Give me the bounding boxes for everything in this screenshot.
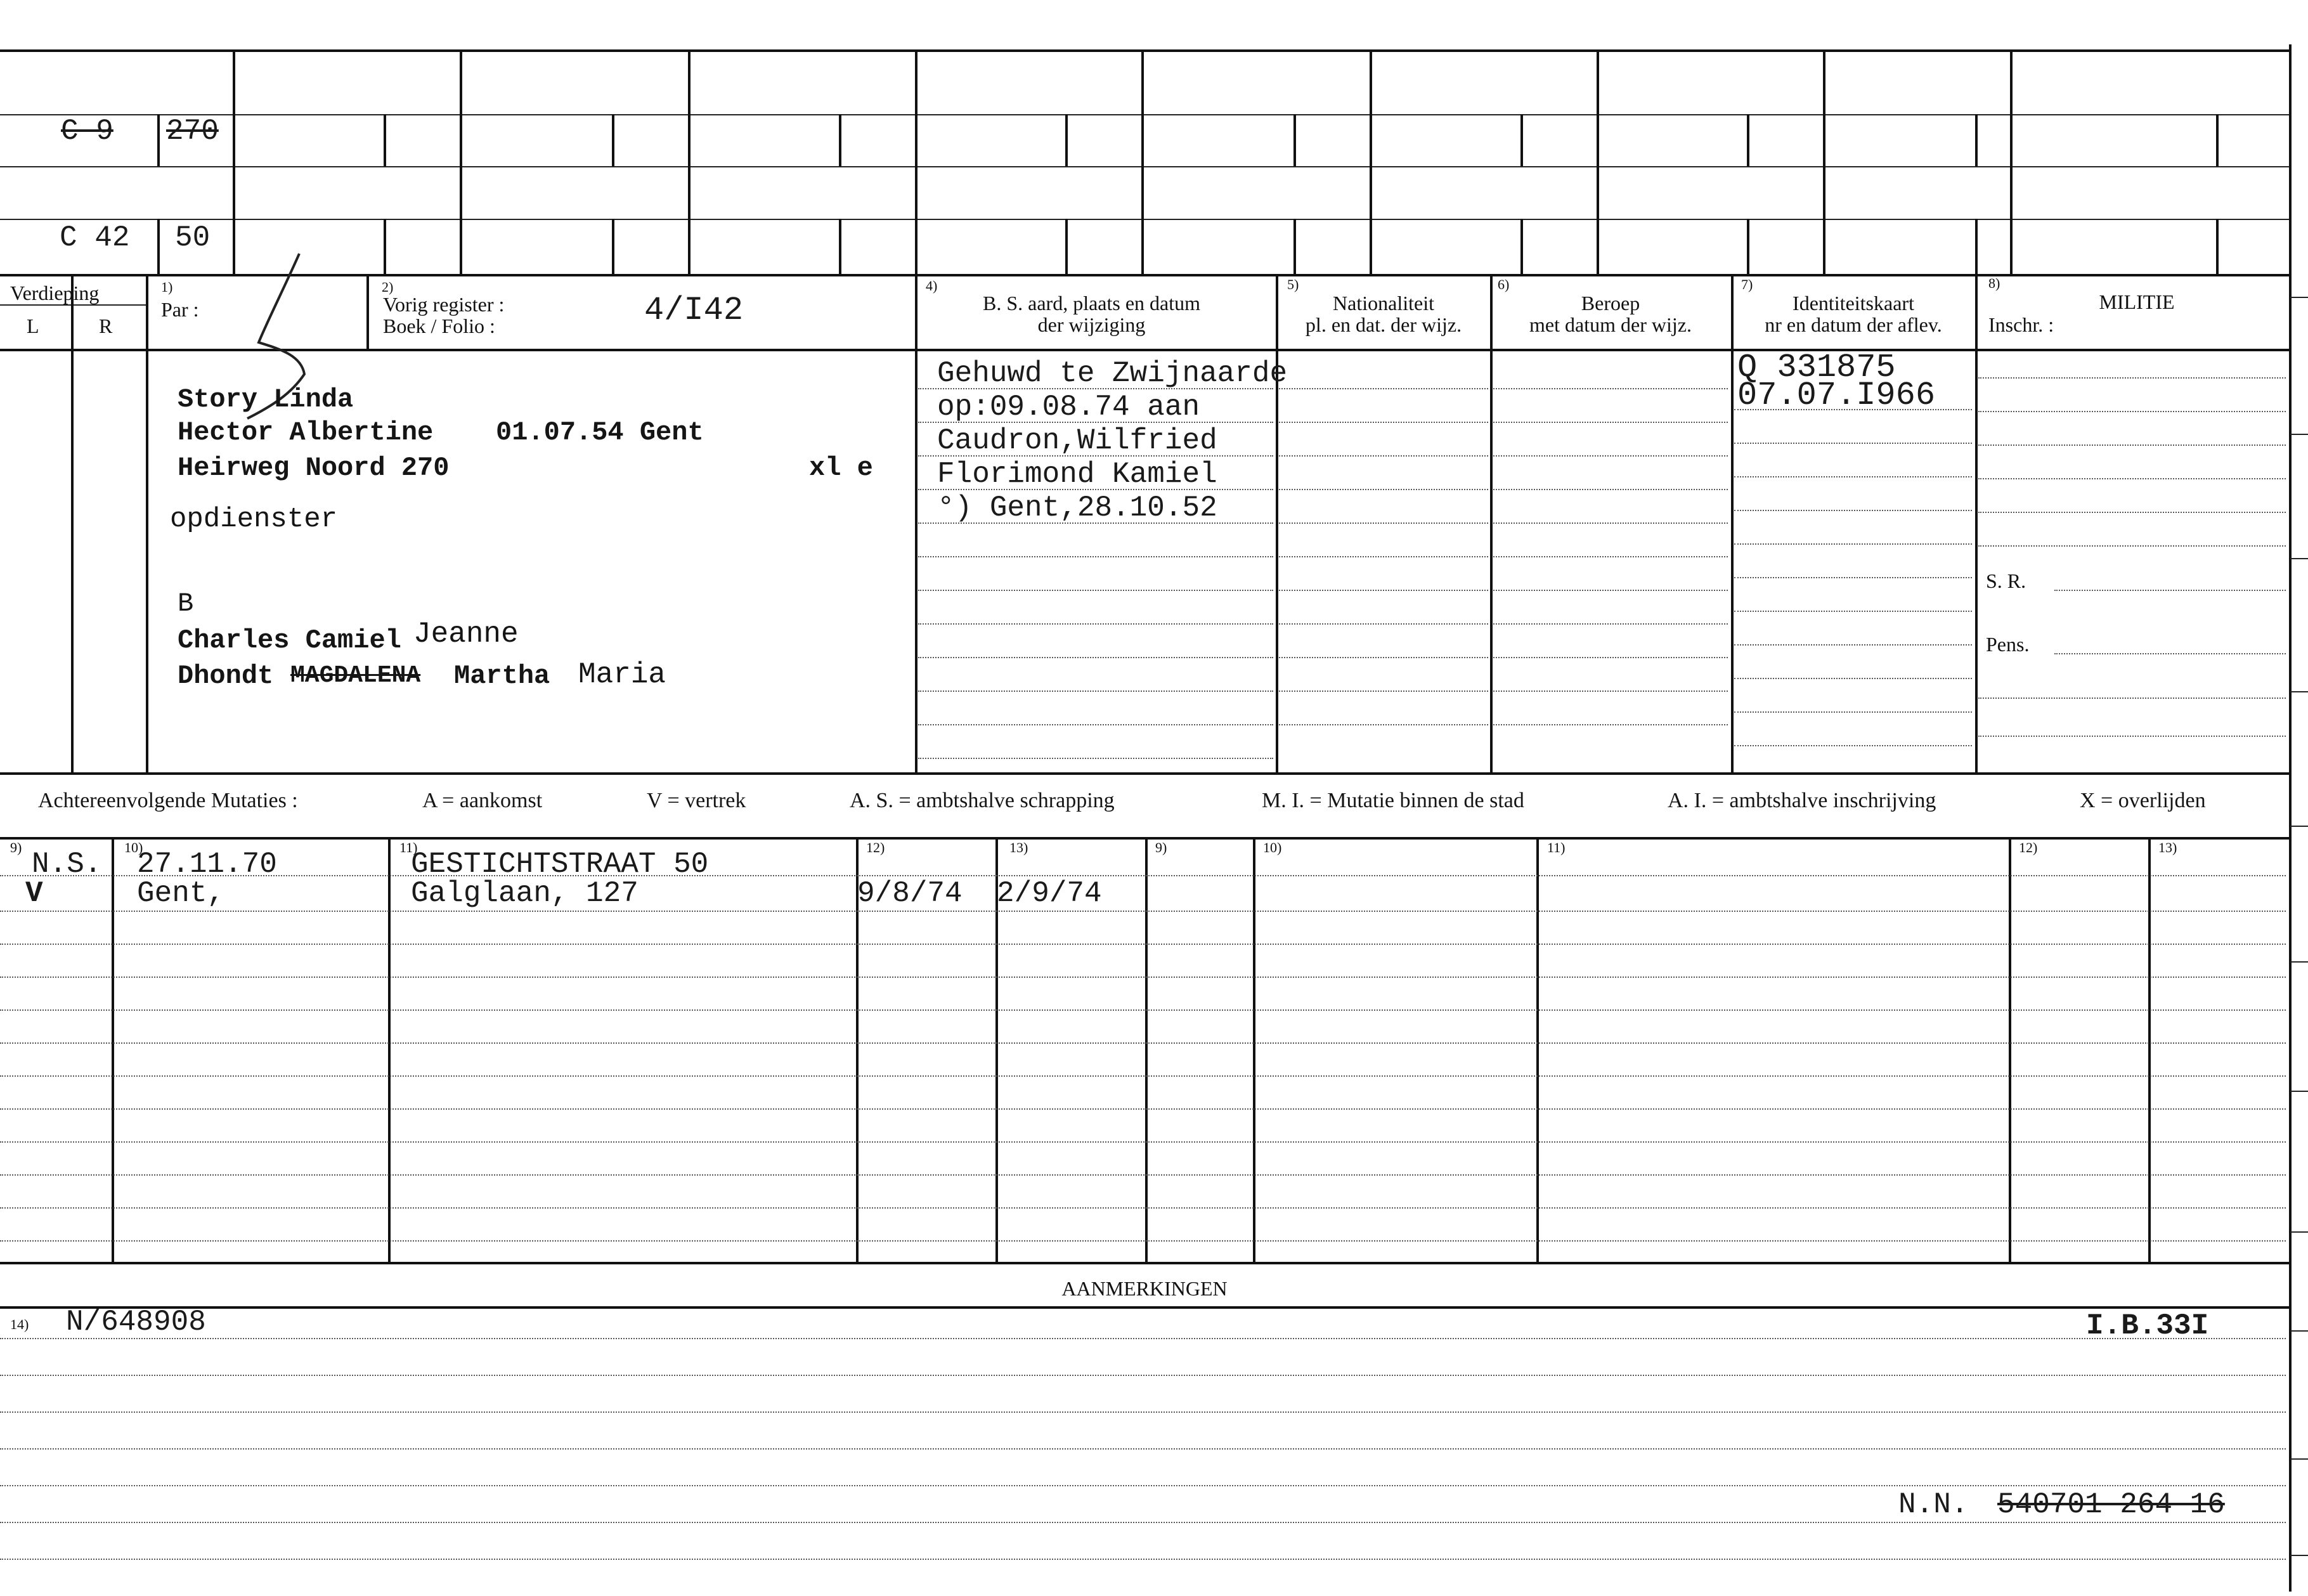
- beroep-header-2: met datum der wijz.: [1529, 313, 1692, 336]
- mutations-top-line: [0, 837, 2289, 840]
- nn-value: 540701 264 16: [1997, 1488, 2225, 1521]
- verdieping-label: Verdieping: [10, 282, 100, 304]
- par-label: Par :: [161, 298, 199, 321]
- mutation-row-2-code: V: [25, 877, 43, 910]
- top-grid-line: [0, 114, 2289, 115]
- grid-divider: [915, 49, 917, 274]
- nn-label: N.N.: [1898, 1488, 1969, 1521]
- remarks-ib: I.B.33I: [2086, 1309, 2209, 1342]
- main-bottom-line: [0, 772, 2289, 775]
- main-divider: [1276, 274, 1278, 774]
- civil-line-1: Gehuwd te Zwijnaarde: [937, 357, 1288, 390]
- grid-divider: [2010, 49, 2013, 274]
- person-name-1: Story Linda: [178, 384, 354, 415]
- bs-header-1: B. S. aard, plaats en datum: [982, 292, 1201, 315]
- remarks-number: N/648908: [66, 1306, 206, 1339]
- legend-x: X = overlijden: [2080, 789, 2206, 812]
- grid-divider: [688, 49, 690, 274]
- grid-divider: [1823, 49, 1825, 274]
- mother-extra-name: Maria: [578, 658, 666, 691]
- lr-border: [146, 274, 148, 774]
- remarks-top-line: [0, 1306, 2289, 1309]
- inschr-label: Inschr. :: [1988, 313, 2054, 336]
- top-border: [0, 49, 2289, 52]
- right-border: [2289, 44, 2292, 1592]
- beroep-header-1: Beroep: [1581, 292, 1640, 315]
- mother-name: Martha: [454, 661, 550, 691]
- grid-divider: [1141, 49, 1144, 274]
- status-mark: xl e: [809, 453, 873, 483]
- header-top-line: [0, 274, 2289, 276]
- old-number: 270: [166, 115, 219, 148]
- legend-v: V = vertrek: [647, 789, 746, 812]
- sr-label: S. R.: [1986, 569, 2026, 592]
- id-card-number: Q 331875: [1737, 349, 1896, 386]
- legend-mi: M. I. = Mutatie binnen de stad: [1262, 789, 1524, 812]
- grid-divider: [233, 49, 235, 274]
- grid-divider: [1597, 49, 1599, 274]
- mutation-row-1-code: N.S.: [32, 848, 102, 881]
- header-bottom-line: [0, 349, 2289, 351]
- pens-label: Pens.: [1986, 633, 2030, 656]
- vorig-register-label: Vorig register :: [383, 293, 505, 316]
- father-name: Charles Camiel: [178, 625, 401, 656]
- mother-surname: Dhondt: [178, 661, 274, 691]
- id-card-date: 07.07.I966: [1737, 377, 1936, 414]
- boek-folio-value: 4/I42: [644, 292, 744, 329]
- handwritten-jeanne: Jeanne: [413, 618, 519, 651]
- nationaliteit-header-2: pl. en dat. der wijz.: [1305, 313, 1462, 336]
- person-name-2: Hector Albertine: [178, 417, 434, 448]
- mutation-row-1-date: 27.11.70: [137, 848, 277, 881]
- boek-folio-label: Boek / Folio :: [383, 315, 495, 337]
- main-divider: [1975, 274, 1978, 774]
- civil-line-4: Florimond Kamiel: [937, 458, 1217, 491]
- birth-date-place: 01.07.54 Gent: [496, 417, 704, 448]
- col-r-label: R: [99, 315, 113, 337]
- civil-line-3: Caudron,Wilfried: [937, 424, 1217, 457]
- new-code: C 42: [60, 221, 130, 254]
- remarks-title: AANMERKINGEN: [1061, 1277, 1228, 1300]
- legend-as: A. S. = ambtshalve schrapping: [850, 789, 1115, 812]
- legend-title: Achtereenvolgende Mutaties :: [38, 789, 298, 812]
- main-divider: [1731, 274, 1734, 774]
- civil-line-5: °) Gent,28.10.52: [937, 491, 1217, 524]
- legend-ai: A. I. = ambtshalve inschrijving: [1668, 789, 1936, 812]
- grid-divider: [460, 49, 462, 274]
- new-number: 50: [175, 221, 211, 254]
- old-code: C 9: [61, 115, 113, 148]
- nationaliteit-header-1: Nationaliteit: [1333, 292, 1434, 315]
- militie-header: MILITIE: [2099, 290, 2175, 313]
- mutations-bottom-line: [0, 1262, 2289, 1264]
- mutation-row-2-address: Galglaan, 127: [411, 877, 639, 910]
- bs-header-2: der wijziging: [1037, 313, 1146, 336]
- civil-line-2: op:09.08.74 aan: [937, 391, 1200, 424]
- main-divider: [1490, 274, 1493, 774]
- identiteitskaart-header-1: Identiteitskaart: [1793, 292, 1914, 315]
- mutation-row-2-date: Gent,: [137, 877, 225, 910]
- occupation: opdienster: [170, 503, 338, 535]
- mutation-row-1-address: GESTICHTSTRAAT 50: [411, 848, 709, 881]
- mutation-row-2-c13: 2/9/74: [997, 877, 1102, 910]
- mother-name-struck: MAGDALENA: [290, 662, 421, 689]
- legend-a: A = aankomst: [422, 789, 543, 812]
- top-grid-line: [0, 219, 2289, 220]
- lr-divider: [71, 274, 74, 774]
- main-divider: [915, 274, 917, 774]
- mutation-row-2-c12: 9/8/74: [857, 877, 963, 910]
- identiteitskaart-header-2: nr en datum der aflev.: [1765, 313, 1942, 336]
- grid-divider: [1370, 49, 1372, 274]
- address: Heirweg Noord 270: [178, 453, 450, 483]
- top-grid-line: [0, 166, 2289, 167]
- civil-state-letter: B: [178, 588, 194, 619]
- population-register-card: C 9 270 C 42 50 Verdieping L R 1) Par : 2) Vorig register : Boek / Folio : 4/I42 4) B. S. aard, plaats en datum der wijziging 5) Nationaliteit pl. en dat. der wijz. 6) Beroep met datum der wijz. 7) Identiteitskaart nr en datum der aflev. 8) MILITIE Inschr. : S. R. Pens. Story Linda Hector Albertine 01.07.54 Gent Heirweg Noord 270 xl e opdienster B Charles Camiel Jeanne Dhondt MAGDALENA Martha Maria Gehuwd te Zwijnaarde op:09.08.74 aan Caudron,Wilfried Florimond Kamiel °) Gent,28.10.52 Q 331875 07.07.I966 Achtereenvolgende Mutaties : A = aankomst V = vertrek A. S. = ambtshalve schrapping M. I. = Mutatie binnen de stad A. I. = ambtshalve inschrijving X = overlijden 9) 10) 11) 12) 13) 9) 10) 11) 12) 13) N.S. 27.11.70 GESTICHTSTRAAT 50 V Gent, Galglaan, 127 9/8/74 2/9/74 AANMERKINGEN 14) N/648908 I.B.33I N.N. 540701 264 16: [0, 0, 2308, 1596]
- col-l-label: L: [27, 315, 39, 337]
